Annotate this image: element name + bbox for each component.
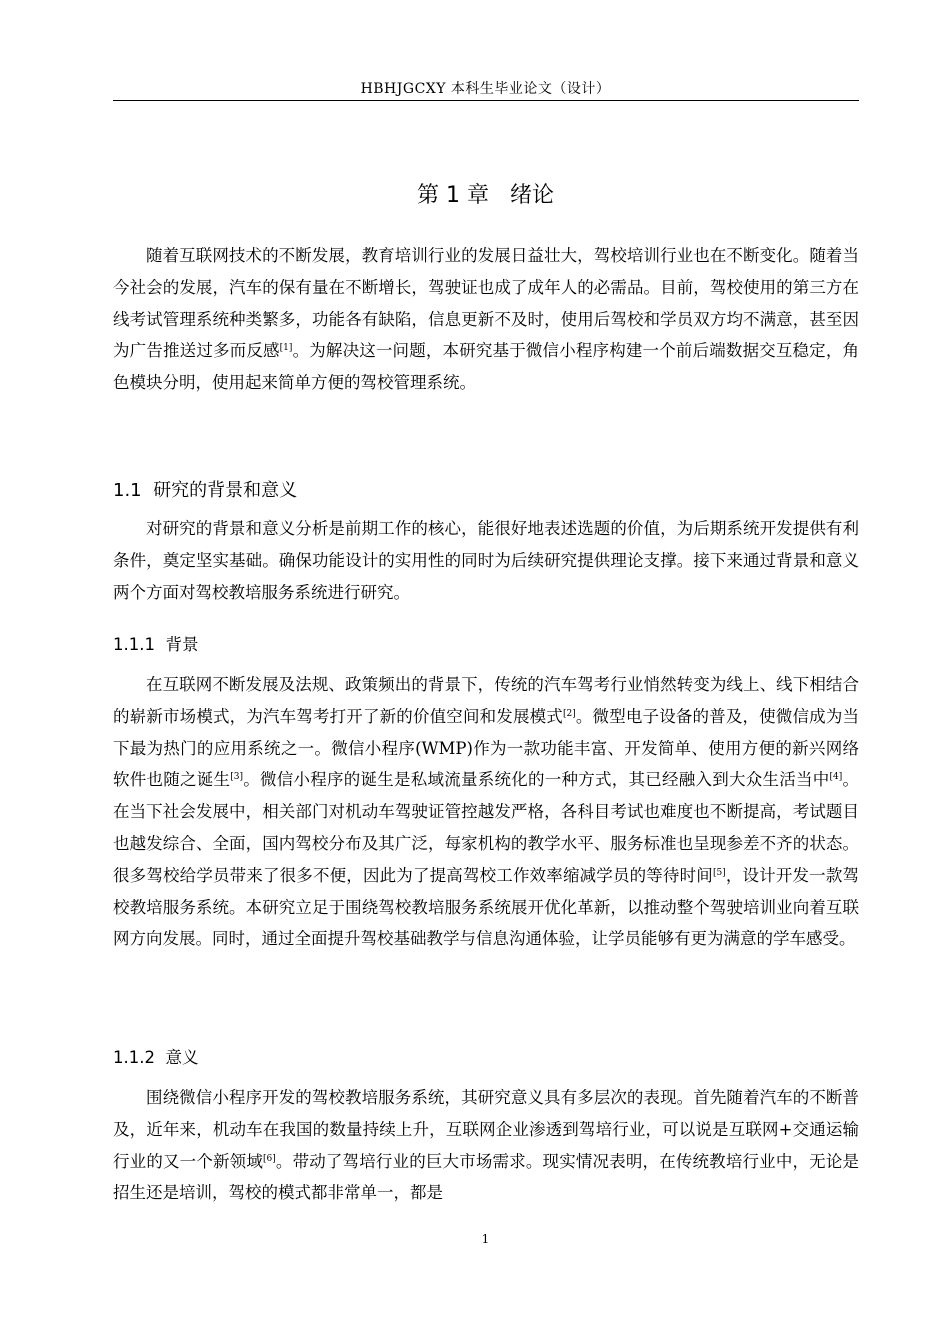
background-text-c: 。微信小程序的诞生是私域流量系统化的一种方式，其已经融入到大众生活当中	[243, 770, 830, 790]
background-paragraph	[113, 669, 859, 955]
background-text-a: 在互联网不断发展及法规、政策频出的背景下，传统的汽车驾考行业悄然转变为线上、线下相结合的崭新市场模式，为汽车驾考打开了新的价值空间和发展模式	[113, 675, 859, 726]
citation-5: [5]	[712, 867, 726, 878]
significance-text-a: 围绕微信小程序开发的驾校教培服务系统，其研究意义具有多层次的表现。首先随着汽车的不断普及，近年来，机动车在我国的数量持续上升，互联网企业渗透到驾培行业，可以说是互联网+交通运输行业的又一个新领域	[113, 1088, 859, 1171]
intro-text-b: 。为解决这一问题，本研究基于微信小程序构建一个前后端数据交互稳定，角色模块分明，使用起来简单方便的驾校管理系统。	[113, 341, 860, 393]
intro-paragraph	[113, 240, 859, 399]
significance-text-b: 。带动了驾培行业的巨大市场需求。现实情况表明，在传统教培行业中，无论是招生还是培训，驾校的模式都非常单一，都是	[113, 1151, 860, 1203]
background-text-e: ，设计开发一款驾校教培服务系统。本研究立足于围绕驾校教培服务系统展开优化革新，以推动整个驾驶培训业向着互联网方向发展。同时，通过全面提升驾校基础教学与信息沟通体验，让学员能够有更为满意的学车感受。	[113, 865, 860, 949]
chapter-title: 第 1 章 绪论	[417, 183, 554, 208]
header-rule	[113, 100, 859, 101]
background-text-b: 。微型电子设备的普及，使微信成为当下最为热门的应用系统之一。微信小程序(WMP)作为一款功能丰富、开发简单、使用方便的新兴网络软件也随之诞生	[113, 706, 860, 790]
section-heading-1-1-2: 1.1.2 意义	[113, 1048, 199, 1067]
citation-1: [1]	[279, 343, 293, 354]
intro-text-a: 随着互联网技术的不断发展，教育培训行业的发展日益壮大，驾校培训行业也在不断变化。随着当今社会的发展，汽车的保有量在不断增长，驾驶证也成了成年人的必需品。目前，驾校使用的第三方在线考试管理系统种类繁多，功能各有缺陷，信息更新不及时，使用后驾校和学员双方均不满意，甚至因为广告推送过多而反感	[113, 246, 859, 361]
significance-paragraph	[113, 1082, 859, 1209]
page-header: HBHJGCXY 本科生毕业论文（设计）	[360, 81, 611, 97]
citation-4: [4]	[829, 772, 843, 783]
citation-6: [6]	[262, 1153, 276, 1164]
background-text-d: 。在当下社会发展中，相关部门对机动车驾驶证管控越发严格，各科目考试也难度也不断提高，考试题目也越发综合、全面，国内驾校分布及其广泛，每家机构的教学水平、服务标准也呈现参差不齐的状态。很多驾校给学员带来了很多不便，因此为了提高驾校工作效率缩减学员的等待时间	[113, 770, 859, 885]
page-number: 1	[481, 1232, 490, 1246]
section-heading-1-1: 1.1 研究的背景和意义	[113, 480, 298, 501]
citation-3: [3]	[230, 772, 243, 783]
citation-2: [2]	[562, 708, 576, 719]
section-1-1-paragraph: 对研究的背景和意义分析是前期工作的核心，能很好地表述选题的价值，为后期系统开发提供有利条件，奠定坚实基础。确保功能设计的实用性的同时为后续研究提供理论支撑。接下来通过背景和意义两个方面对驾校教培服务系统进行研究。	[113, 519, 859, 602]
section-heading-1-1-1: 1.1.1 背景	[113, 635, 199, 654]
